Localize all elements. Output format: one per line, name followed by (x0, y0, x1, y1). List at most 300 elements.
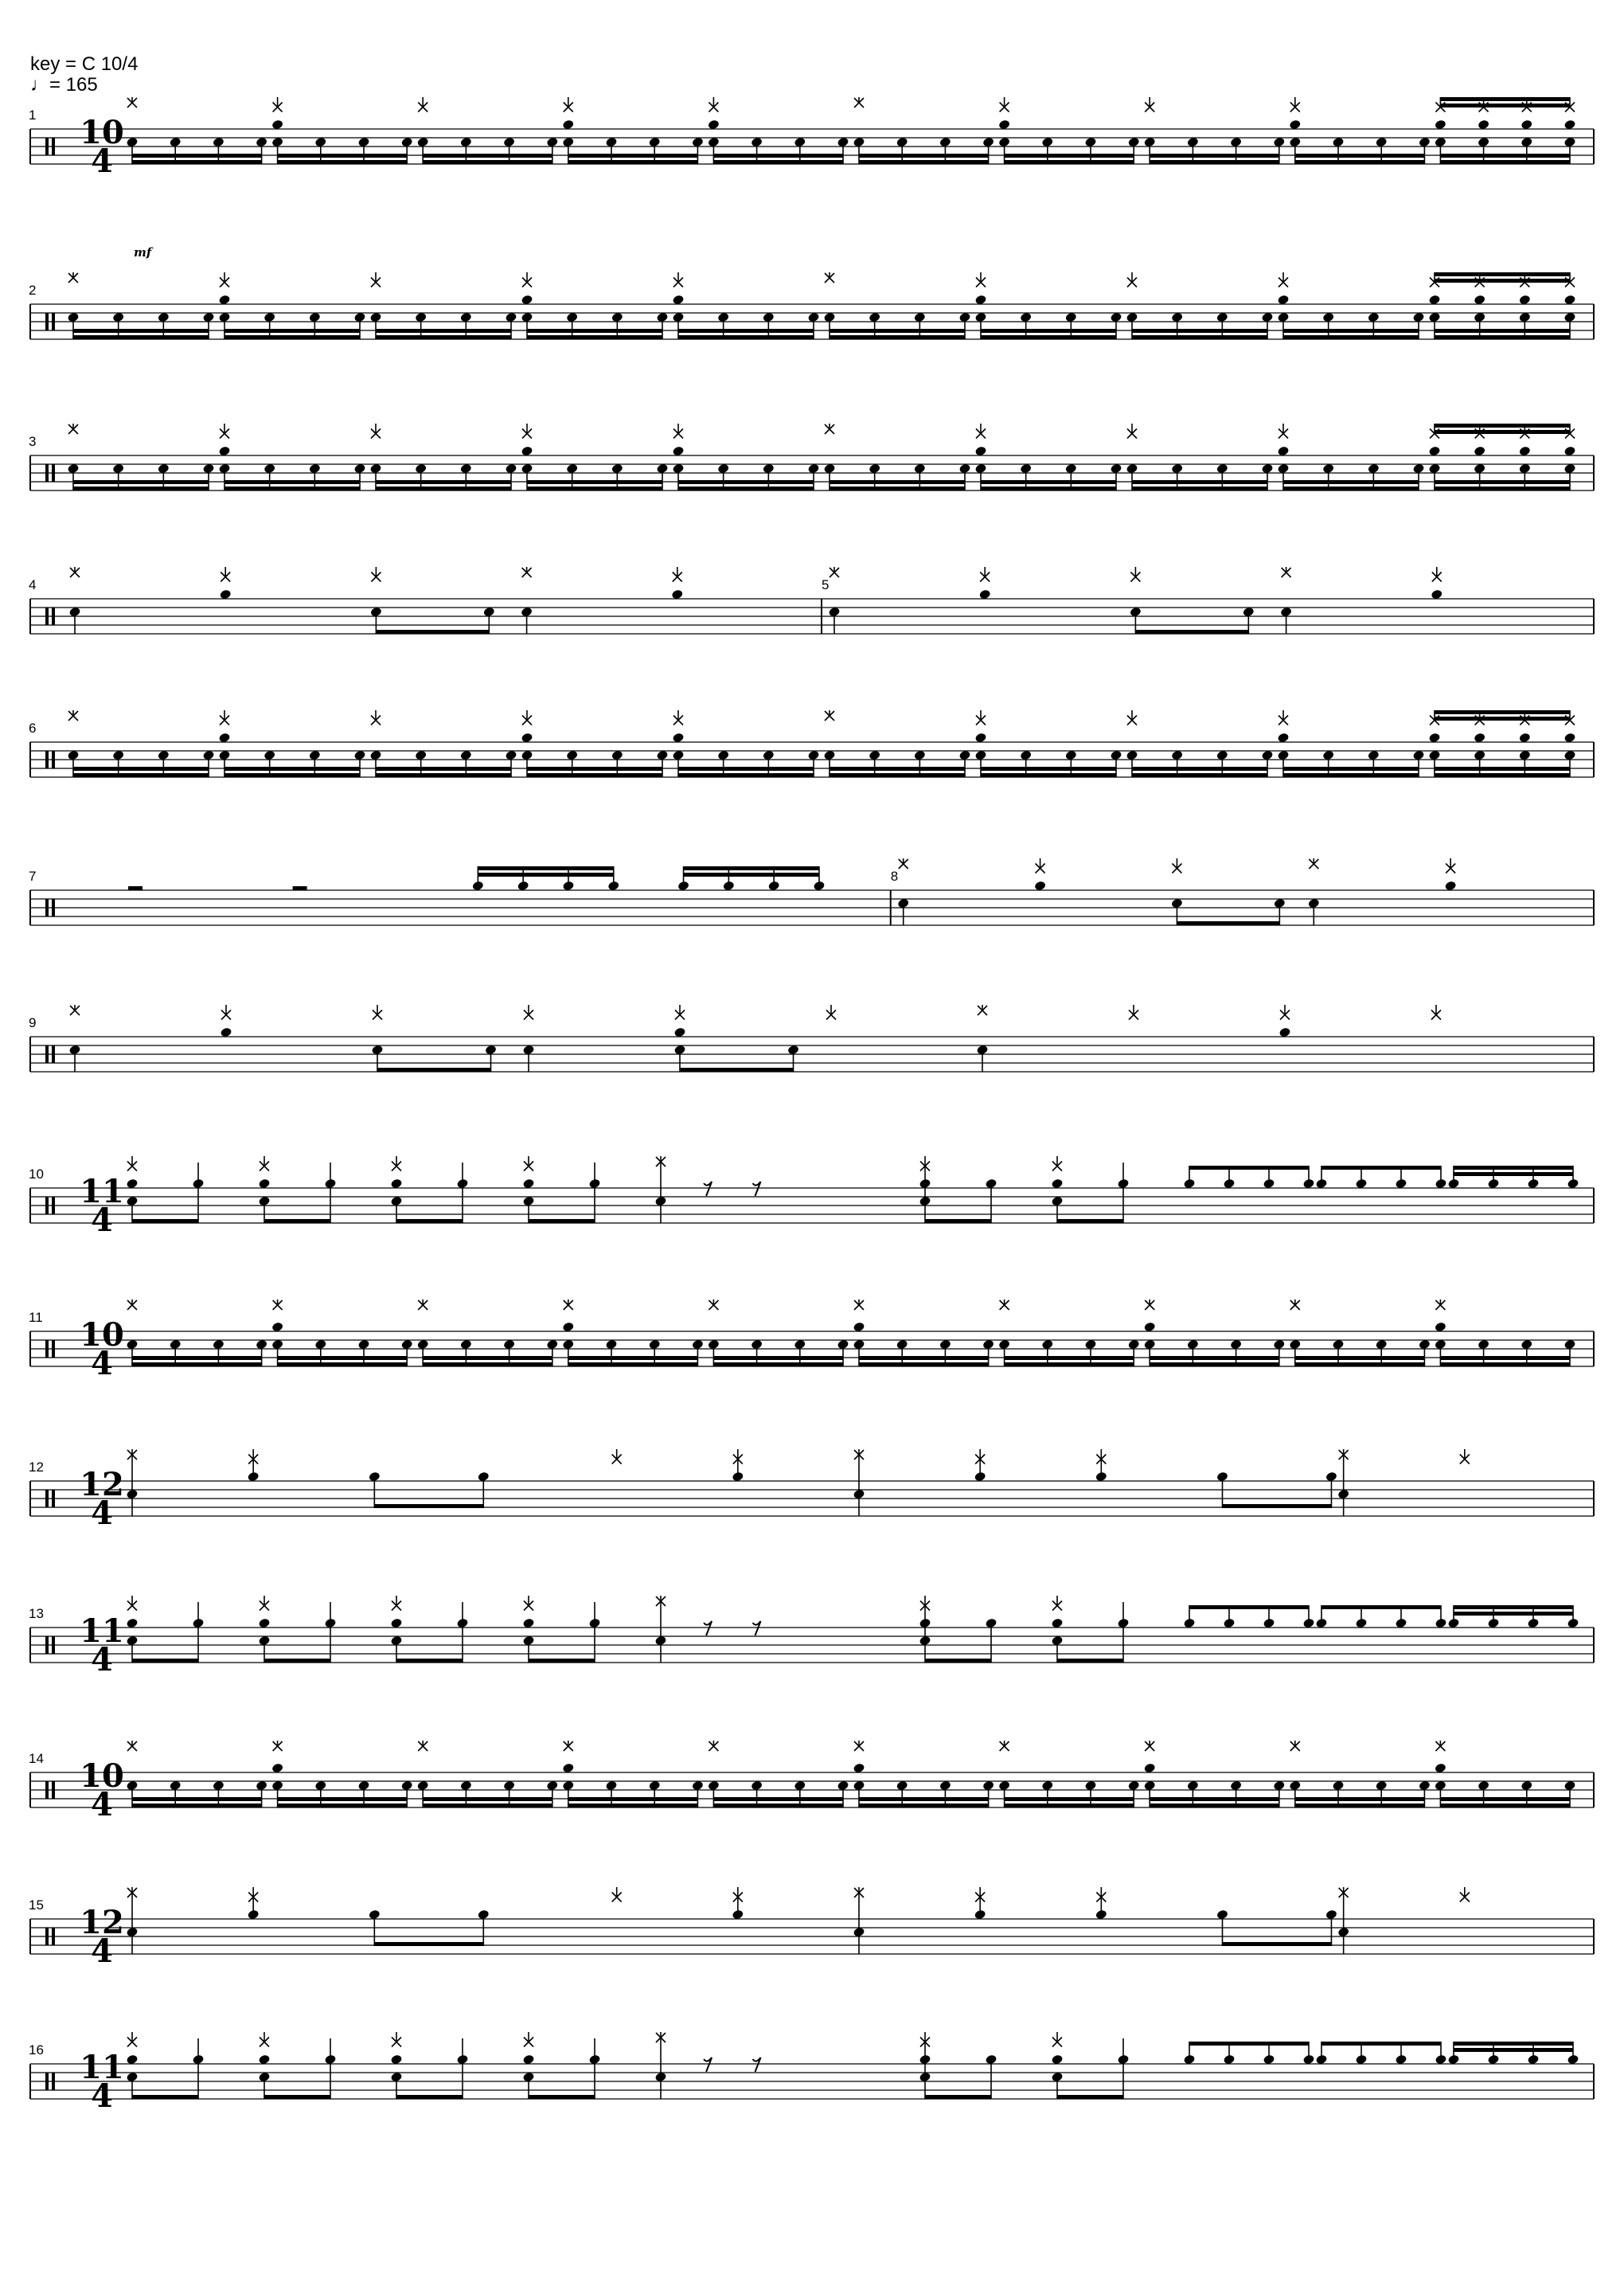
time-signature-top: 11 (80, 1173, 124, 1210)
measure-number: 10 (29, 1166, 44, 1182)
snare-note (1474, 295, 1486, 306)
note-beam (1150, 1356, 1279, 1360)
percussion-clef (45, 1636, 49, 1654)
note-beam (73, 480, 209, 484)
note-beam (1223, 1504, 1332, 1508)
snare-note (562, 1763, 575, 1774)
staff-system (29, 1596, 1594, 1678)
snare-note (978, 589, 991, 600)
note-beam (713, 1797, 843, 1801)
time-signature-top: 11 (80, 2049, 124, 2086)
note-beam (1283, 329, 1419, 333)
note-beam (1283, 335, 1419, 339)
note-beam (1435, 335, 1570, 339)
staff-system (29, 272, 1594, 339)
snare-note (1444, 881, 1457, 892)
note-beam (678, 767, 814, 771)
note-beam (568, 160, 698, 164)
percussion-clef (45, 313, 49, 330)
snare-note (126, 2054, 139, 2065)
note-beam (1440, 104, 1570, 107)
note-beam (830, 480, 965, 484)
snare-note (390, 1178, 403, 1190)
note-beam (1440, 1803, 1570, 1807)
note-beam (132, 1219, 198, 1223)
note-beam (478, 873, 613, 877)
time-signature-bottom: 4 (91, 1786, 113, 1823)
snare-note (1034, 881, 1047, 892)
note-beam (1440, 97, 1570, 101)
note-beam (527, 480, 662, 484)
half-rest (293, 886, 307, 890)
note-beam (1132, 335, 1267, 339)
note-beam (713, 1356, 843, 1360)
note-beam (859, 1797, 989, 1801)
percussion-clef (45, 1197, 49, 1214)
time-signature-bottom: 4 (91, 1495, 113, 1532)
percussion-clef (45, 1781, 49, 1799)
note-beam (1150, 1803, 1279, 1807)
snare-note (1143, 1322, 1156, 1333)
measure-number: 4 (29, 577, 37, 592)
snare-note (1563, 446, 1576, 457)
note-beam (374, 1942, 483, 1946)
note-beam (1132, 487, 1267, 490)
note-beam (1005, 1362, 1134, 1366)
snare-note (974, 446, 987, 457)
percussion-clef (45, 899, 49, 916)
note-beam (132, 154, 262, 158)
note-beam (925, 1659, 991, 1663)
note-beam (423, 154, 552, 158)
note-beam (1295, 1797, 1425, 1801)
snare-note (1474, 446, 1486, 457)
note-beam (830, 487, 965, 490)
note-beam (529, 1659, 595, 1663)
percussion-clef (45, 1490, 49, 1507)
snare-note (974, 733, 987, 744)
note-beam (423, 1797, 552, 1801)
note-beam (859, 1362, 989, 1366)
note-beam (830, 767, 965, 771)
note-beam (981, 480, 1116, 484)
note-beam (527, 773, 662, 777)
note-beam (1189, 1605, 1309, 1609)
snare-note (522, 1178, 535, 1190)
time-signature-bottom: 4 (91, 1932, 113, 1970)
note-beam (684, 866, 819, 870)
time-signature-top: 10 (80, 114, 124, 151)
note-beam (527, 329, 662, 333)
note-beam (224, 767, 360, 771)
note-beam (1283, 480, 1419, 484)
note-beam (1005, 160, 1134, 164)
note-beam (859, 1803, 989, 1807)
note-beam (132, 1803, 262, 1807)
snare-note (271, 119, 284, 131)
snare-note (1563, 119, 1576, 131)
snare-note (1431, 589, 1443, 600)
note-beam (1440, 1362, 1570, 1366)
note-beam (527, 767, 662, 771)
snare-note (258, 1618, 271, 1629)
percussion-clef (45, 608, 49, 625)
staff-system (29, 1005, 1594, 1072)
note-beam (376, 630, 489, 634)
note-beam (527, 335, 662, 339)
eighth-rest (753, 1621, 761, 1635)
note-beam (478, 866, 613, 870)
note-beam (1435, 773, 1570, 777)
percussion-clef (45, 1045, 49, 1063)
note-beam (73, 487, 209, 490)
note-beam (264, 2095, 330, 2099)
note-beam (1135, 630, 1248, 634)
half-rest (128, 886, 142, 890)
note-beam (376, 480, 511, 484)
note-beam (1440, 154, 1570, 158)
note-beam (224, 335, 360, 339)
note-beam (1177, 921, 1279, 925)
time-signature-bottom: 4 (91, 1345, 113, 1382)
measure-number: 13 (29, 1606, 44, 1621)
note-beam (568, 154, 698, 158)
tempo-marking: ♩= 165 (30, 74, 98, 96)
note-beam (1283, 487, 1419, 490)
snare-note (1428, 733, 1441, 744)
note-beam (859, 1356, 989, 1360)
staff-system (29, 424, 1594, 490)
note-beam (1150, 1797, 1279, 1801)
note-beam (1150, 1362, 1279, 1366)
note-beam (1283, 767, 1419, 771)
note-beam (1295, 1803, 1425, 1807)
snare-note (853, 1322, 865, 1333)
percussion-clef (45, 751, 49, 768)
note-beam (264, 1659, 330, 1663)
snare-note (1143, 1763, 1156, 1774)
note-beam (1005, 1356, 1134, 1360)
note-beam (132, 1356, 262, 1360)
note-beam (132, 160, 262, 164)
note-beam (1440, 1356, 1570, 1360)
note-beam (376, 487, 511, 490)
snare-note (126, 1618, 139, 1629)
note-beam (1435, 279, 1570, 283)
note-beam (1454, 1166, 1573, 1170)
snare-note (1051, 1178, 1064, 1190)
note-beam (423, 1362, 552, 1366)
snare-note (562, 1322, 575, 1333)
note-beam (374, 1504, 483, 1508)
note-beam (981, 335, 1116, 339)
note-beam (1223, 1942, 1332, 1946)
note-beam (1435, 710, 1570, 714)
note-beam (1435, 487, 1570, 490)
note-beam (678, 487, 814, 490)
snare-note (1289, 119, 1302, 131)
note-beam (73, 335, 209, 339)
staff-system (29, 1299, 1594, 1382)
note-beam (529, 1219, 595, 1223)
note-beam (377, 1068, 491, 1072)
note-beam (1189, 1166, 1309, 1170)
note-beam (925, 2095, 991, 2099)
note-beam (1132, 767, 1267, 771)
note-beam (830, 773, 965, 777)
snare-note (1428, 295, 1441, 306)
eighth-rest (704, 2057, 712, 2072)
dynamic-marking: mf (134, 245, 152, 260)
note-beam (1454, 2042, 1573, 2046)
snare-note (218, 295, 231, 306)
note-beam (1440, 160, 1570, 164)
note-beam (1454, 1172, 1573, 1176)
note-beam (1321, 1166, 1441, 1170)
note-beam (1132, 773, 1267, 777)
note-beam (278, 1362, 408, 1366)
note-beam (1132, 480, 1267, 484)
note-beam (376, 329, 511, 333)
snare-note (1435, 1763, 1447, 1774)
measure-number: 14 (29, 1751, 44, 1766)
note-beam (73, 773, 209, 777)
eighth-rest (753, 2057, 761, 2072)
snare-note (1277, 733, 1290, 744)
note-beam (1454, 1612, 1573, 1616)
time-signature-bottom: 4 (91, 1202, 113, 1239)
note-beam (1435, 272, 1570, 276)
note-beam (1435, 430, 1570, 434)
note-beam (1283, 773, 1419, 777)
note-beam (1321, 2042, 1441, 2046)
snare-note (1051, 2054, 1064, 2065)
snare-note (1435, 1322, 1447, 1333)
note-beam (859, 154, 989, 158)
snare-note (522, 1618, 535, 1629)
snare-note (1428, 446, 1441, 457)
note-beam (1435, 329, 1570, 333)
note-beam (1150, 160, 1279, 164)
snare-note (390, 1618, 403, 1629)
percussion-clef (45, 138, 49, 155)
note-beam (981, 773, 1116, 777)
snare-note (1277, 446, 1290, 457)
snare-note (672, 295, 685, 306)
snare-note (1435, 119, 1447, 131)
snare-note (521, 733, 533, 744)
note-beam (568, 1803, 698, 1807)
note-beam (981, 487, 1116, 490)
snare-note (220, 1027, 232, 1038)
note-beam (529, 2095, 595, 2099)
snare-note (1478, 119, 1490, 131)
note-beam (376, 767, 511, 771)
note-beam (981, 767, 1116, 771)
note-beam (678, 329, 814, 333)
note-beam (1005, 1797, 1134, 1801)
staff-system (29, 710, 1594, 777)
percussion-clef (45, 464, 49, 482)
snare-note (1277, 295, 1290, 306)
note-beam (925, 1219, 991, 1223)
snare-note (672, 733, 685, 744)
note-beam (224, 480, 360, 484)
measure-number: 12 (29, 1460, 44, 1475)
time-signature-top: 10 (80, 1316, 124, 1354)
note-beam (224, 487, 360, 490)
note-beam (1295, 160, 1425, 164)
snare-note (1519, 295, 1532, 306)
note-beam (264, 1219, 330, 1223)
note-beam (713, 1362, 843, 1366)
note-beam (568, 1797, 698, 1801)
snare-note (672, 446, 685, 457)
staff-system (29, 97, 1594, 260)
snare-note (708, 119, 720, 131)
note-beam (423, 160, 552, 164)
snare-note (998, 119, 1011, 131)
note-beam (1454, 1605, 1573, 1609)
measure-number: 2 (29, 283, 37, 298)
note-beam (376, 773, 511, 777)
note-beam (1005, 154, 1134, 158)
staff-system (29, 1449, 1594, 1532)
note-beam (713, 154, 843, 158)
note-beam (527, 487, 662, 490)
key-signature-text: key = C 10/4 (30, 53, 139, 75)
note-beam (278, 154, 408, 158)
note-beam (1454, 2048, 1573, 2052)
note-beam (132, 2095, 198, 2099)
measure-number: 3 (29, 434, 37, 449)
note-beam (1057, 2095, 1123, 2099)
note-beam (1435, 767, 1570, 771)
note-beam (981, 329, 1116, 333)
time-signature-bottom: 4 (91, 1641, 113, 1678)
note-beam (859, 160, 989, 164)
note-beam (678, 773, 814, 777)
measure-number: 9 (29, 1015, 37, 1030)
snare-note (853, 1763, 865, 1774)
percussion-clef (45, 1340, 49, 1358)
snare-note (1521, 119, 1533, 131)
note-beam (1057, 1219, 1123, 1223)
staff-system (29, 858, 1594, 925)
time-signature-bottom: 4 (91, 143, 113, 180)
note-beam (678, 335, 814, 339)
snare-note (522, 2054, 535, 2065)
snare-note (258, 2054, 271, 2065)
snare-note (1051, 1618, 1064, 1629)
measure-number: 5 (822, 577, 830, 592)
note-beam (278, 160, 408, 164)
time-signature-top: 10 (80, 1757, 124, 1795)
eighth-rest (753, 1182, 761, 1196)
note-beam (830, 335, 965, 339)
note-beam (396, 1219, 463, 1223)
note-beam (1132, 329, 1267, 333)
note-beam (132, 1797, 262, 1801)
snare-note (673, 1027, 686, 1038)
percussion-clef (45, 1928, 49, 1945)
snare-note (218, 446, 231, 457)
note-beam (224, 329, 360, 333)
note-beam (684, 873, 819, 877)
measure-number: 1 (29, 107, 37, 123)
staff-system (29, 1887, 1594, 1970)
measure-number: 16 (29, 2042, 44, 2057)
note-beam (713, 1803, 843, 1807)
eighth-rest (704, 1621, 712, 1635)
snare-note (271, 1322, 284, 1333)
note-beam (376, 335, 511, 339)
measure-number: 7 (29, 869, 37, 884)
note-beam (568, 1356, 698, 1360)
note-beam (678, 480, 814, 484)
note-beam (680, 1068, 794, 1072)
snare-note (126, 1178, 139, 1190)
note-beam (132, 1362, 262, 1366)
snare-note (1519, 446, 1532, 457)
note-beam (73, 329, 209, 333)
measure-number: 8 (890, 869, 899, 884)
note-beam (278, 1356, 408, 1360)
snare-note (1563, 733, 1576, 744)
note-beam (423, 1803, 552, 1807)
time-signature-top: 11 (80, 1612, 124, 1650)
snare-note (671, 589, 684, 600)
percussion-clef (45, 2073, 49, 2090)
snare-note (521, 446, 533, 457)
staff-system (29, 1156, 1594, 1239)
note-beam (73, 767, 209, 771)
note-beam (278, 1797, 408, 1801)
staff-system (29, 567, 1594, 634)
note-beam (1435, 480, 1570, 484)
staff-system (29, 2032, 1594, 2115)
measure-number: 6 (29, 721, 37, 736)
note-beam (1440, 1797, 1570, 1801)
time-signature-top: 12 (80, 1466, 124, 1503)
snare-note (562, 119, 575, 131)
note-beam (713, 160, 843, 164)
note-beam (1295, 154, 1425, 158)
note-beam (830, 329, 965, 333)
note-beam (423, 1356, 552, 1360)
measure-number: 11 (29, 1310, 43, 1325)
note-beam (1057, 1659, 1123, 1663)
snare-note (1474, 733, 1486, 744)
snare-note (974, 295, 987, 306)
note-beam (1150, 154, 1279, 158)
snare-note (219, 589, 232, 600)
note-beam (1321, 1605, 1441, 1609)
snare-note (218, 733, 231, 744)
time-signature-top: 12 (80, 1904, 124, 1941)
snare-note (1563, 295, 1576, 306)
note-beam (1189, 2042, 1309, 2046)
note-beam (1005, 1803, 1134, 1807)
time-signature-bottom: 4 (91, 2077, 113, 2115)
snare-note (271, 1763, 284, 1774)
note-beam (1295, 1362, 1425, 1366)
note-beam (396, 1659, 463, 1663)
note-beam (568, 1362, 698, 1366)
note-beam (278, 1803, 408, 1807)
note-beam (1435, 424, 1570, 428)
measure-number: 15 (29, 1897, 44, 1913)
